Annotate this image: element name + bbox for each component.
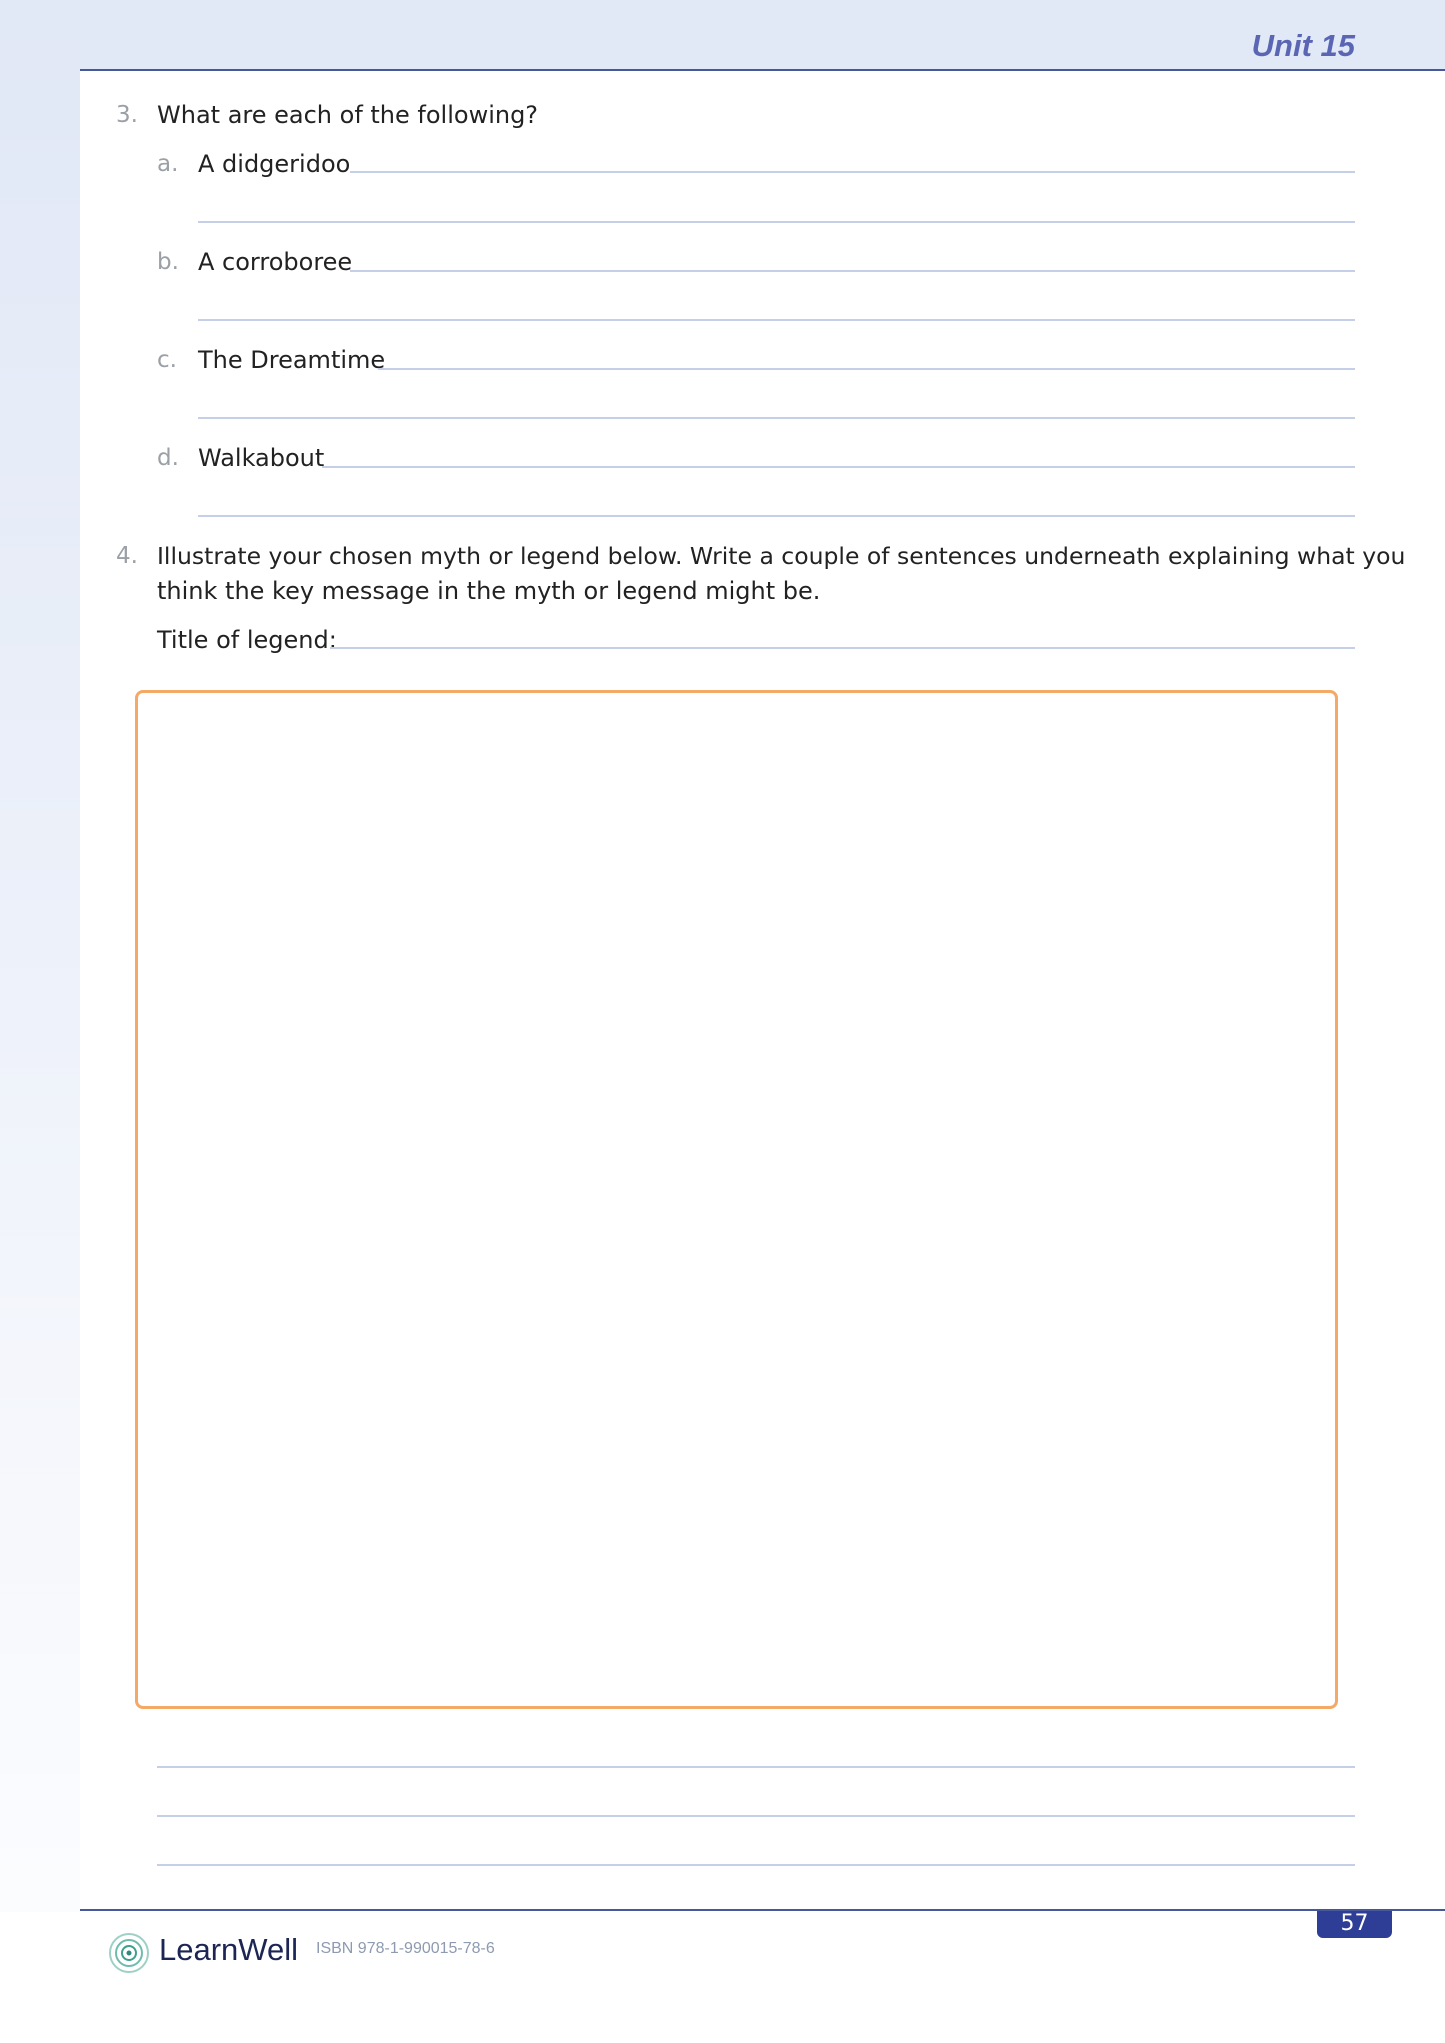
question-4-number: 4. xyxy=(116,543,138,569)
answer-line-d-1[interactable] xyxy=(322,466,1355,468)
page-number: 57 xyxy=(1317,1911,1392,1938)
header-band xyxy=(0,0,1445,70)
item-c-letter: c. xyxy=(157,347,177,373)
unit-title: Unit 15 xyxy=(1251,28,1355,63)
illustration-box[interactable] xyxy=(135,690,1338,1709)
item-b-letter: b. xyxy=(157,249,179,275)
item-a-label: A didgeridoo xyxy=(198,150,351,178)
answer-line-b-1[interactable] xyxy=(350,270,1355,272)
item-d-label: Walkabout xyxy=(198,444,325,472)
answer-line-a-1[interactable] xyxy=(350,171,1355,173)
sentence-line-2[interactable] xyxy=(157,1815,1355,1817)
item-c-label: The Dreamtime xyxy=(198,346,386,374)
question-3-prompt: What are each of the following? xyxy=(157,101,539,129)
title-of-legend-line[interactable] xyxy=(330,647,1355,649)
question-4-prompt-line-1: Illustrate your chosen myth or legend below. Write a couple of sentences underneath explaining what you xyxy=(157,542,1406,570)
answer-line-a-2[interactable] xyxy=(198,221,1355,223)
answer-line-c-1[interactable] xyxy=(378,368,1355,370)
question-3-number: 3. xyxy=(116,102,138,128)
isbn: ISBN 978-1-990015-78-6 xyxy=(316,1940,495,1957)
item-b-label: A corroboree xyxy=(198,248,353,276)
question-4-prompt-line-2: think the key message in the myth or legend might be. xyxy=(157,577,821,605)
title-of-legend-label: Title of legend: xyxy=(157,626,337,654)
learnwell-logo-icon xyxy=(108,1932,150,1974)
side-band xyxy=(0,0,80,1912)
brand-name: LearnWell xyxy=(159,1932,299,1967)
sentence-line-1[interactable] xyxy=(157,1766,1355,1768)
answer-line-d-2[interactable] xyxy=(198,515,1355,517)
answer-line-c-2[interactable] xyxy=(198,417,1355,419)
item-d-letter: d. xyxy=(157,445,179,471)
item-a-letter: a. xyxy=(157,151,179,177)
sentence-line-3[interactable] xyxy=(157,1864,1355,1866)
answer-line-b-2[interactable] xyxy=(198,319,1355,321)
header-rule xyxy=(80,69,1445,71)
footer-rule xyxy=(80,1909,1445,1911)
